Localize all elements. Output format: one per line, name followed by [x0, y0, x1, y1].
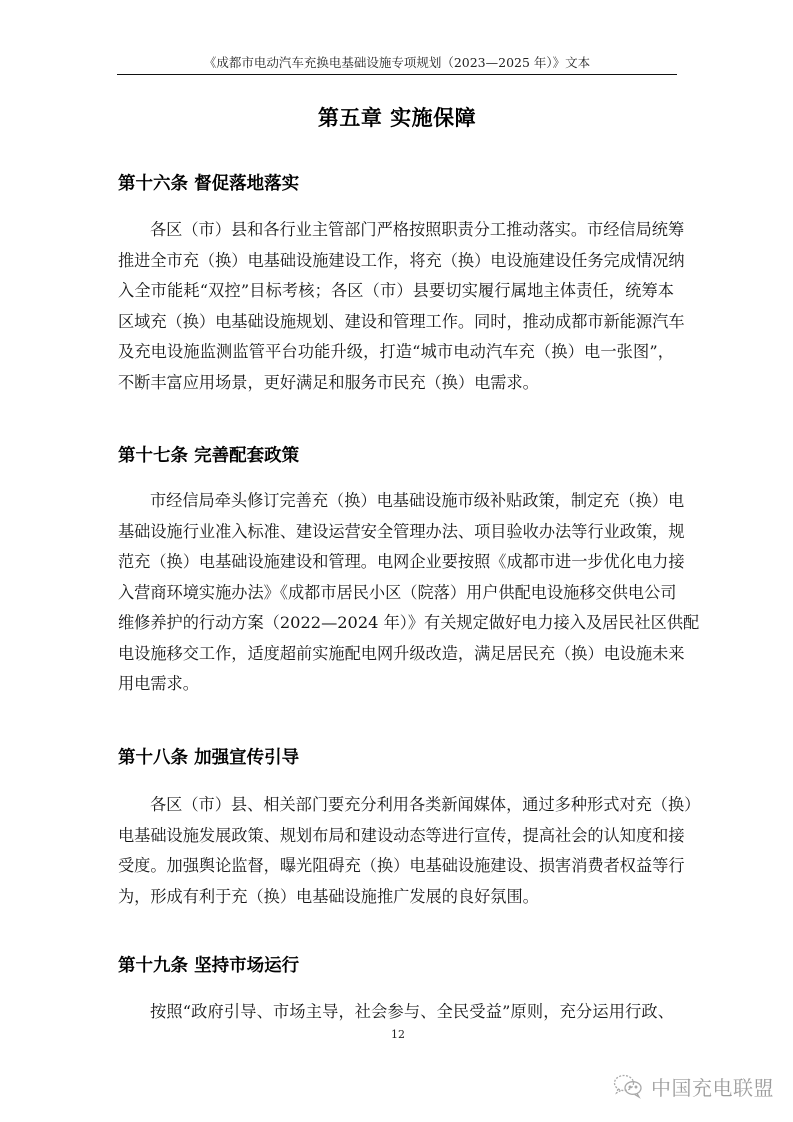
- paragraph-line: 受度。加强舆论监督，曝光阻碍充（换）电基础设施建设、损害消费者权益等行: [118, 856, 685, 875]
- paragraph-line: 维修养护的行动方案（2022—2024 年）》有关规定做好电力接入及居民社区供配: [118, 613, 700, 632]
- paragraph-line: 入全市能耗“双控”目标考核；各区（市）县要切实履行属地主体责任，统筹本: [118, 281, 674, 300]
- paragraph-line: 推进全市充（换）电基础设施建设工作，将充（换）电设施建设任务完成情况纳: [118, 250, 685, 270]
- running-header: 《成都市电动汽车充换电基础设施专项规划（2023—2025 年）》文本: [203, 55, 591, 70]
- paragraph-line: 及充电设施监测监管平台功能升级，打造“城市电动汽车充（换）电一张图”，: [118, 342, 674, 361]
- wechat-icon: [613, 1073, 643, 1099]
- paragraph-line: 各区（市）县和各行业主管部门严格按照职责分工推动落实。市经信局统筹: [150, 220, 685, 239]
- chapter-title: 第五章 实施保障: [317, 106, 477, 130]
- paragraph-line: 用电需求。: [118, 674, 199, 693]
- paragraph-line: 各区（市）县、相关部门要充分利用各类新闻媒体，通过多种形式对充（换）: [150, 795, 701, 814]
- article-heading-17: 第十七条 完善配套政策: [118, 446, 300, 466]
- paragraph-line: 范充（换）电基础设施建设和管理。电网企业要按照《成都市进一步优化电力接: [118, 552, 685, 571]
- article-paragraph-18: [118, 790, 701, 912]
- article-heading-19: 第十九条 坚持市场运行: [118, 956, 300, 976]
- paragraph-line: 基础设施行业准入标准、建设运营安全管理办法、项目验收办法等行业政策，规: [118, 521, 685, 541]
- watermark-text: 中国充电联盟: [651, 1075, 774, 1100]
- article-heading-18: 第十八条 加强宣传引导: [118, 748, 300, 768]
- article-paragraph-17: [118, 486, 700, 700]
- paragraph-line: 入营商环境实施办法》《成都市居民小区（院落）用户供配电设施移交供电公司: [118, 582, 677, 602]
- paragraph-line: 不断丰富应用场景，更好满足和服务市民充（换）电需求。: [118, 372, 539, 392]
- paragraph-line: 电设施移交工作，适度超前实施配电网升级改造，满足居民充（换）电设施未来: [118, 643, 685, 663]
- article-heading-16: 第十六条 督促落地落实: [118, 174, 300, 194]
- paragraph-line: 按照“政府引导、市场主导，社会参与、全民受益”原则，充分运用行政、: [150, 1002, 674, 1021]
- article-paragraph-19: [118, 997, 674, 1028]
- paragraph-line: 区域充（换）电基础设施规划、建设和管理工作。同时，推动成都市新能源汽车: [118, 311, 685, 331]
- page-number: 12: [391, 1028, 405, 1041]
- paragraph-line: 市经信局牵头修订完善充（换）电基础设施市级补贴政策，制定充（换）电: [150, 491, 685, 510]
- header-rule: [117, 74, 677, 75]
- paragraph-line: 为，形成有利于充（换）电基础设施推广发展的良好氛围。: [118, 886, 539, 906]
- watermark: [613, 1071, 774, 1101]
- article-paragraph-16: [118, 215, 685, 398]
- paragraph-line: 电基础设施发展政策、规划布局和建设动态等进行宣传，提高社会的认知度和接: [118, 825, 685, 845]
